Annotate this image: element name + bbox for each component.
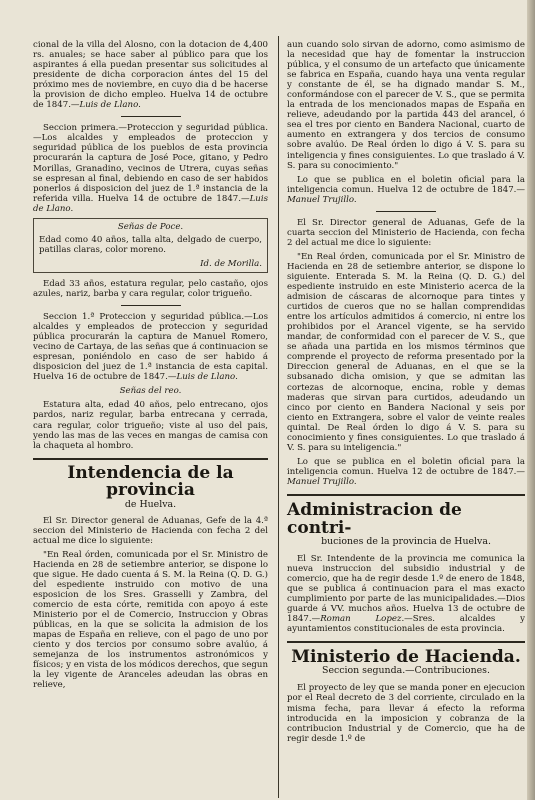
intendencia-subheading: de Huelva. (124, 498, 177, 510)
senas-box-text: Edad como 40 años, talla alta, delgado de cuerpo, patillas claras, color moreno. (39, 234, 262, 255)
seccion-primera-text: Seccion primera.—Proteccion y seguridad pública. —Los alcaldes y empleados de proteccion y seguridad pública de los pueblos de esta provincia procurarán la captura de José Poce, gitano, y Pedro Morillas, Granadino, vecinos de Utrera, cuyas señas se espresan al final, debiendo en caso de ser habidos ponerlos á disposicion del juez de 1.ª instancia de la referida villa. Huelva 14 de octubre de 1847.— (33, 123, 268, 204)
seccion-primera-signature: Luis de Llano. (33, 193, 268, 214)
ministerio-heading: Ministerio de Hacienda. (291, 647, 521, 668)
ministerio-subheading: Seccion segunda.—Contribuciones. (322, 665, 490, 677)
section-rule (287, 641, 525, 643)
alcornoque-real-orden: "En Real órden, comunicada por el Sr. Ministro de Hacienda en 28 de setiembre anterior, se dispone lo siguiente. Enterada S. M. la Reina (Q. D. G.) del espediente instruido en este Ministerio acerca de la admision de cáscaras de alcornoque para tintes y curtidos de cueros que no se hallan comprendidas entre los artículos admitidos á comercio, ni entre los prohibidos por el Arancel vigente, se ha servido mandar, de conformidad con el parecer de V. S., que se añada una partida en los mismos términos que comprende el proyecto de reforma presentado por la Direccion general de Aduanas, en el que se la subsanado dicha omision, y que se admitan las cortezas de alcornoque, encina, roble y demas maderas que sirvan para curtidos, adeudando un cinco por ciento en Bandera Nacional y seis por ciento en Extrangera, sobre el valor de veinte reales quintal. De Real órden lo digo á V. S. para su conocimiento y fines consiguientes. Lo que traslado á V. S. para su inteligencia." (287, 251, 525, 453)
administracion-subheading: buciones de la provincia de Huelva. (321, 535, 491, 547)
mapas-publication (287, 175, 525, 205)
alcornoque-publication-signature: Manuel Trujillo. (287, 476, 357, 487)
romero-notice-text: Seccion 1.ª Proteccion y seguridad pública.—Los alcaldes y empleados de proteccion y seguridad pública procurarán la captura de Manuel Romero, vecino de Cartaya, de las señas que á continuacion se espresan, poniéndolo en caso de ser habido á disposicion del juez de 1.ª instancia de esta capital. Huelva 16 de octubre de 1847.— (33, 312, 268, 383)
section-rule (287, 494, 525, 496)
alosno-notice-signature: Luis de Llano. (79, 100, 141, 111)
senas-box (33, 218, 268, 273)
morilla-description: Edad 33 años, estatura regular, pelo castaño, ojos azules, nariz, barba y cara regular, color trigueño. (33, 278, 268, 299)
alcornoque-publication-text: Lo que se publica en el boletin oficial para la inteligencia comun. Huelva 12 de octubre de 1847.— (287, 456, 525, 477)
separator (376, 211, 436, 212)
senas-reo-title: Señas del reo. (119, 386, 182, 397)
separator (121, 305, 181, 306)
mapas-publication-signature: Manuel Trujillo. (287, 194, 357, 205)
seccion-primera-notice (33, 123, 268, 213)
section-rule (33, 458, 268, 460)
senas-box-subtitle: Id. de Morilla. (200, 258, 262, 269)
separator (121, 116, 181, 117)
alcornoque-publication (287, 457, 525, 487)
alosno-notice (33, 40, 268, 110)
alosno-notice-text: cional de la villa del Alosno, con la dotacion de 4,400 rs. anuales; se hace saber al público para que los aspirantes á ella puedan presentar sus solicitudes al presidente de dicha corporacion ántes del 15 del próximo mes de noviembre, en cuyo dia d be hacerse la provision de dicho empleo. Huelva 14 de octubre de 1847.— (33, 40, 268, 111)
intendencia-heading: Intendencia de la provincia (67, 462, 234, 500)
aduanas-cuarta-intro: El Sr. Director general de Aduanas, Gefe de la cuarta seccion del Ministerio de Hacienda, con fecha 2 del actual me dice lo siguiente: (287, 217, 525, 248)
column-divider (278, 36, 279, 798)
subsidio-notice-signature: Roman Lopez. (320, 614, 405, 625)
romero-notice-signature: Luis de Llano. (176, 372, 238, 383)
romero-description: Estatura alta, edad 40 años, pelo entrecano, ojos pardos, nariz regular, barba entrecana y cerrada, cara regular, color trigueño; viste al uso del pais, yendo las mas de las veces en mangas de camisa con la chaqueta al hombro. (33, 400, 268, 451)
senas-box-title: Señas de Poce. (117, 221, 184, 232)
left-column (33, 40, 268, 694)
mapas-real-orden: "En Real órden, comunicada por el Sr. Ministro de Hacienda en 28 de setiembre anterior, se dispone lo que sigue. He dado cuenta á S. M. la Reina (Q. D. G.) del espediente instruido con motivo de una esposicion de los Sres. Grasselli y Zambra, del comercio de esta córte, remitida con apoyo á este Ministerio por el de Comercio, Instruccion y Obras públicas, en la que se solicita la admision de los mapas de España en relieve, con el pago de uno por ciento y dos tercios por consumo sobre avalúo, á semejanza de los instrumentos astronómicos y físicos; y en vista de los módicos derechos, que segun la ley vigente de Aranceles adeudan las obras en relieve, (33, 549, 268, 691)
subsidio-notice (287, 554, 525, 634)
subsidio-notice-text: El Sr. Intendente de la provincia me comunica la nueva instruccion del subsidio industrial y de comercio, que ha de regir desde 1.º de enero de 1848, que se publica á continuacion para el mas exacto cumplimiento por parte de las municipalidades.—Dios guarde á VV. muchos años. Huelva 13 de octubre de 1847.— (287, 554, 525, 625)
administracion-heading: Administracion de contri- (287, 499, 462, 538)
mapas-continuation: aun cuando solo sirvan de adorno, como asimismo de la necesidad que hay de fomentar la instruccion pública, y el consumo de un artefacto que únicamente se fabrica en España, cuando haya una venta regular y constante de él, se ha dignado mandar S. M., conformándose con el parecer de V. S., que se permita la entrada de los mencionados mapas de España en relieve, adeudando por la partida 443 del arancel, ó sea el tres por ciento en Bandera Nacional, cuarto de aumento en extrangera y dos tercios de consumo sobre avalúo. De Real órden lo digo á V. S. para su inteligencia y fines consiguientes. Lo que traslado á V. S. para su conocimiento." (287, 40, 525, 171)
contribucion-proyecto: El proyecto de ley que se manda poner en ejecucion por el Real decreto de 3 del corriente, circulado en la misma fecha, para llevar á efecto la reforma introducida en la imposicion y cobranza de la contribucion Industrial y de Comercio, que ha de regir desde 1.º de (287, 683, 525, 744)
mapas-publication-text: Lo que se publica en el boletin oficial para la inteligencia comun. Huelva 12 de octubre de 1847.— (287, 174, 525, 195)
subsidio-notice-recipients: —Sres. alcaldes y ayuntamientos constitucionales de esta provincia. (287, 614, 525, 635)
romero-notice (33, 312, 268, 382)
right-column (287, 40, 525, 748)
aduanas-intro: El Sr. Director general de Aduanas, Gefe de la 4.ª seccion del Ministerio de Hacienda con fecha 2 del actual me dice lo siguiente: (33, 515, 268, 546)
page-edge (527, 0, 535, 800)
